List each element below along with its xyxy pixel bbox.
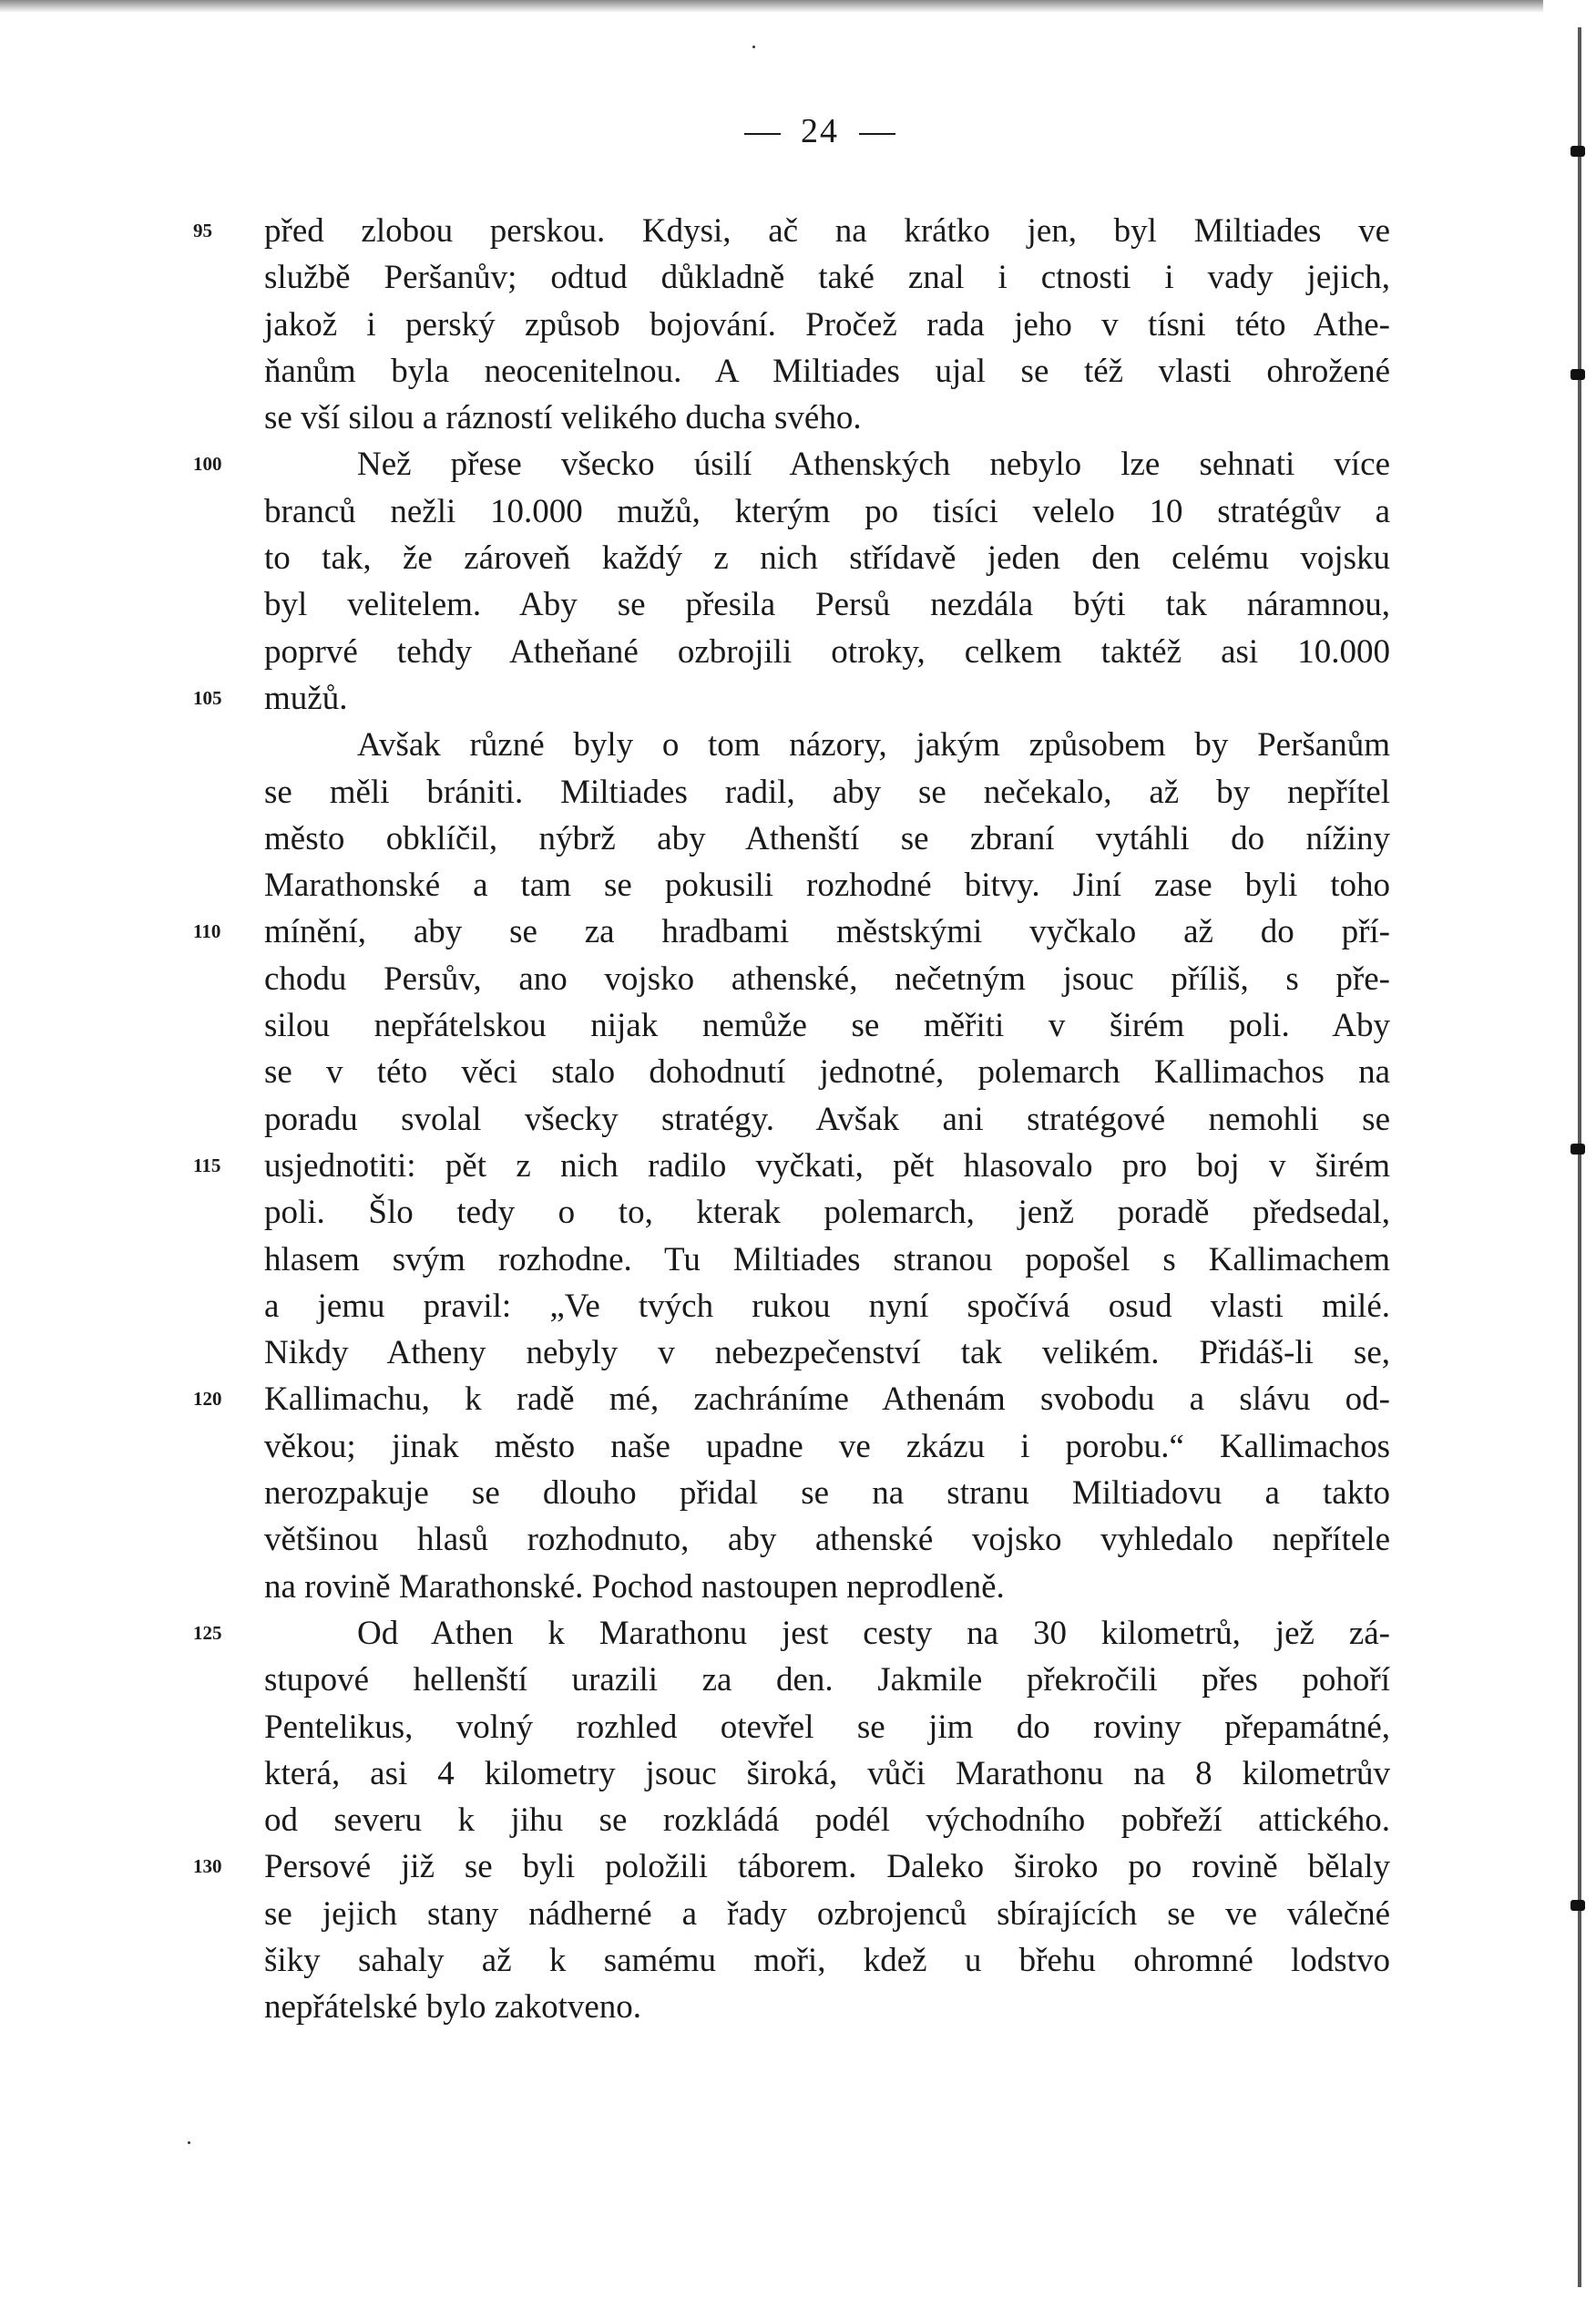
text-line	[264, 535, 1390, 581]
line-text: město obklíčil, nýbrž aby Athenští se zbraní vytáhli do nížiny	[264, 819, 1390, 857]
line-text: poli. Šlo tedy o to, kterak polemarch, jenž poradě předsedal,	[264, 1194, 1390, 1232]
text-line	[264, 722, 1390, 768]
scan-speck	[188, 2141, 190, 2144]
line-text: která, asi 4 kilometry jsouc široká, vůči Marathonu na 8 kilometrův	[264, 1754, 1390, 1792]
line-text: se měli brániti. Miltiades radil, aby se nečekalo, až by nepřítel	[264, 773, 1390, 811]
line-text: branců nežli 10.000 mužů, kterým po tisíci velelo 10 stratégův a	[264, 492, 1390, 530]
text-line	[193, 1843, 1390, 1890]
binding-edge-line	[1578, 27, 1581, 2287]
text-line	[264, 1704, 1390, 1750]
text-line	[264, 862, 1390, 908]
line-text: věkou; jinak město naše upadne ve zkázu i porobu.“ Kallimachos	[264, 1427, 1390, 1465]
line-text: to tak, že zároveň každý z nich střídavě jeden den celému vojsku	[264, 539, 1390, 578]
text-line	[264, 1237, 1390, 1283]
page-binding-edge	[1543, 0, 1596, 2299]
line-text: před zlobou perskou. Kdysi, ač na krátko jen, byl Miltiades ve	[264, 212, 1390, 250]
text-line	[264, 956, 1390, 1002]
line-text: stupové hellenští urazili za den. Jakmile překročili přes pohoří	[264, 1661, 1390, 1699]
text-line	[264, 581, 1390, 628]
text-line	[264, 1329, 1390, 1376]
line-text: mínění, aby se za hradbami městskými vyčkalo až do pří-	[264, 913, 1390, 951]
text-line	[193, 1610, 1390, 1657]
edge-mark	[1570, 369, 1585, 380]
line-text: na rovině Marathonské. Pochod nastoupen neprodleně.	[264, 1567, 1005, 1606]
line-text: Nikdy Atheny nebyly v nebezpečenství tak velikém. Přidáš-li se,	[264, 1334, 1390, 1372]
page-number-value: 24	[801, 112, 839, 150]
line-text: se v této věci stalo dohodnutí jednotné, polemarch Kallimachos na	[264, 1053, 1390, 1092]
line-number: 110	[193, 920, 221, 943]
line-text: Než přese všecko úsilí Athenských nebylo lze sehnati více	[357, 446, 1390, 484]
line-number: 100	[193, 453, 222, 476]
line-number: 120	[193, 1388, 222, 1411]
text-line	[193, 675, 1390, 722]
text-line	[193, 1376, 1390, 1422]
line-number: 95	[193, 220, 212, 241]
line-text: Od Athen k Marathonu jest cesty na 30 kilometrů, jež zá-	[357, 1614, 1390, 1652]
text-line	[193, 441, 1390, 488]
line-text: od severu k jihu se rozkládá podél východního pobřeží attického.	[264, 1801, 1390, 1840]
line-text: nepřátelské bylo zakotveno.	[264, 1988, 642, 2027]
line-text: a jemu pravil: „Ve tvých rukou nyní spočívá osud vlasti milé.	[264, 1287, 1390, 1325]
page-number	[0, 111, 1596, 151]
text-line	[264, 1984, 1390, 2030]
text-line	[264, 1096, 1390, 1143]
text-line	[264, 395, 1390, 441]
line-text: službě Peršanův; odtud důkladně také znal i ctnosti i vady jejich,	[264, 259, 1390, 297]
line-text: Kallimachu, k radě mé, zachráníme Athenám svobodu a slávu od-	[264, 1380, 1390, 1419]
line-text: chodu Persův, ano vojsko athenské, nečetným jsouc příliš, s pře-	[264, 960, 1390, 998]
text-line	[264, 1189, 1390, 1236]
line-text: se vší silou a rázností velikého ducha svého.	[264, 399, 862, 437]
text-line	[264, 488, 1390, 535]
line-text: hlasem svým rozhodne. Tu Miltiades stranou popošel s Kallimachem	[264, 1240, 1390, 1278]
text-line	[264, 1470, 1390, 1516]
line-text: poradu svolal všecky stratégy. Avšak ani stratégové nemohli se	[264, 1100, 1390, 1138]
page-number-dash	[859, 133, 895, 135]
line-text: Marathonské a tam se pokusili rozhodné bitvy. Jiní zase byli toho	[264, 867, 1390, 905]
text-line	[264, 302, 1390, 348]
line-text: Pentelikus, volný rozhled otevřel se jim do roviny přepamátné,	[264, 1708, 1390, 1746]
edge-mark	[1570, 1900, 1585, 1911]
line-text: jakož i perský způsob bojování. Pročež rada jeho v tísni této Athe-	[264, 305, 1390, 344]
line-text: byl velitelem. Aby se přesila Persů nezdála býti tak náramnou,	[264, 586, 1390, 624]
text-line	[264, 629, 1390, 675]
line-text: poprvé tehdy Atheňané ozbrojili otroky, celkem taktéž asi 10.000	[264, 632, 1390, 671]
text-line	[264, 1049, 1390, 1095]
line-number: 125	[193, 1621, 222, 1644]
text-line	[264, 1657, 1390, 1703]
scan-speck	[752, 46, 755, 48]
text-line	[264, 1750, 1390, 1797]
line-text: Persové již se byli položili táborem. Daleko široko po rovině bělaly	[264, 1848, 1390, 1886]
text-line	[193, 208, 1390, 254]
line-number: 105	[193, 686, 222, 709]
text-line	[264, 769, 1390, 816]
line-text: silou nepřátelskou nijak nemůže se měřiti v širém poli. Aby	[264, 1007, 1390, 1045]
line-text: se jejich stany nádherné a řady ozbrojenců sbírajících se ve válečné	[264, 1894, 1390, 1933]
body-text	[193, 208, 1390, 2031]
text-line	[264, 1002, 1390, 1049]
line-text: nerozpakuje se dlouho přidal se na stranu Miltiadovu a takto	[264, 1474, 1390, 1513]
line-text: mužů.	[264, 679, 348, 717]
text-line	[264, 1891, 1390, 1937]
page-number-dash	[744, 133, 781, 135]
text-line	[264, 254, 1390, 301]
text-line	[264, 816, 1390, 862]
text-line	[193, 1143, 1390, 1189]
text-line	[264, 1937, 1390, 1984]
line-text: usjednotiti: pět z nich radilo vyčkati, pět hlasovalo pro boj v širém	[264, 1146, 1390, 1185]
line-number: 130	[193, 1855, 222, 1878]
text-line	[264, 1564, 1390, 1610]
text-line	[264, 1423, 1390, 1470]
text-line	[193, 908, 1390, 955]
text-line	[264, 1516, 1390, 1563]
scan-top-shadow	[0, 0, 1596, 13]
line-text: Avšak různé byly o tom názory, jakým způsobem by Peršanům	[357, 726, 1390, 765]
line-number: 115	[193, 1154, 221, 1176]
line-text: šiky sahaly až k samému moři, kdež u břehu ohromné lodstvo	[264, 1941, 1390, 1979]
text-line	[264, 1283, 1390, 1329]
edge-mark	[1570, 1144, 1585, 1155]
line-text: ňanům byla neocenitelnou. A Miltiades ujal se též vlasti ohrožené	[264, 352, 1390, 390]
text-line	[264, 348, 1390, 395]
line-text: většinou hlasů rozhodnuto, aby athenské vojsko vyhledalo nepřítele	[264, 1521, 1390, 1559]
text-line	[264, 1797, 1390, 1843]
